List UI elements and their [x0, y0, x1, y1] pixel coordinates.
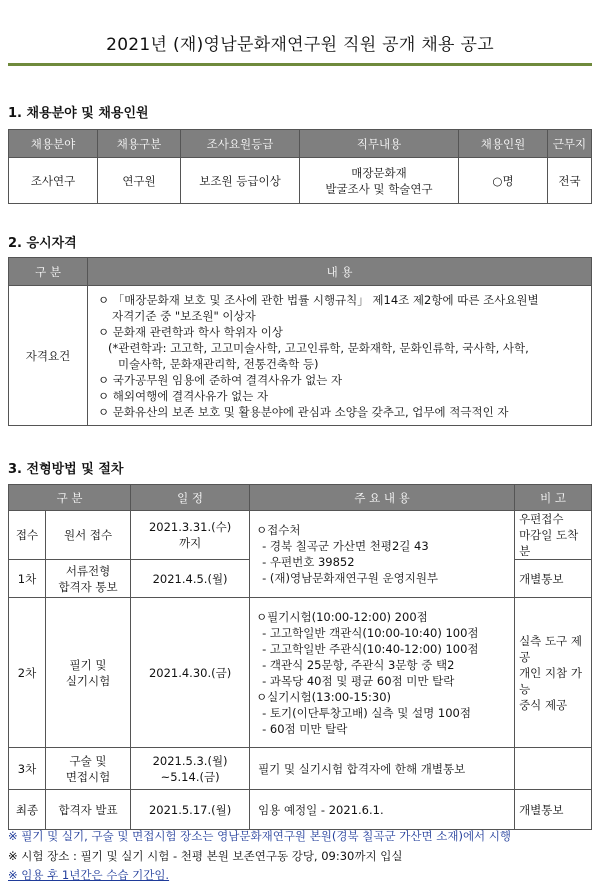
footnote-venue: ※ 필기 및 실기, 구술 및 면접시험 장소는 영남문화재연구원 본원(경북 칠곡군 가산면 소재)에서 시행 — [8, 829, 512, 843]
req-line: ㅇ 해외여행에 결격사유가 없는 자 — [98, 388, 269, 403]
note-cell — [515, 748, 592, 790]
footnote-probation: ※ 임용 후 1년간은 수습 기간임. — [8, 868, 170, 882]
content-line: - 고고학일반 주관식(10:40-12:00) 100점 — [262, 641, 479, 656]
cell-count: ○명 — [459, 158, 548, 204]
content-line: - 우편번호 39852 — [262, 555, 355, 569]
content-line: - 토기(이단투창고배) 실측 및 설명 100점 — [262, 705, 471, 720]
note-line: 실측 도구 제공 — [519, 633, 582, 664]
note-cell: 개별통보 — [515, 560, 592, 598]
content-cell — [250, 598, 515, 748]
date-line: 2021.5.3.(월) — [152, 753, 228, 768]
content-line: - 고고학일반 객관식(10:00-10:40) 100점 — [262, 625, 479, 640]
date-line: 2021.3.31.(수) — [148, 520, 232, 534]
stage-name — [46, 748, 131, 790]
content-cell: 필기 및 실기시험 합격자에 한해 개별통보 — [250, 748, 515, 790]
req-line: 미술사학, 문화재관리학, 전통건축학 등) — [118, 356, 319, 371]
content-line: ㅇ필기시험(10:00-12:00) 200점 — [256, 609, 428, 624]
content-line: - (재)영남문화재연구원 운영지원부 — [262, 571, 439, 585]
date-cell: 2021.4.30.(금) — [131, 598, 250, 748]
stage-cell: 접수 — [9, 511, 46, 560]
stage-cell: 2차 — [9, 598, 46, 748]
col-header: 채용인원 — [459, 130, 548, 158]
stage-cell: 최종 — [9, 790, 46, 830]
req-line: ㅇ 문화유산의 보존 보호 및 활용분야에 관심과 소양을 갖추고, 업무에 적극적인 자 — [98, 404, 509, 419]
section1-heading: 1. 채용분야 및 채용인원 — [8, 106, 149, 121]
cell-requirements — [88, 286, 592, 426]
content-line: - 경북 칠곡군 가산면 천평2길 43 — [262, 539, 429, 553]
process-table — [8, 484, 592, 830]
col-header: 직무내용 — [300, 130, 459, 158]
note-cell — [515, 511, 592, 560]
cell-duty — [300, 158, 459, 204]
req-line: 자격기준 중 "보조원" 이상자 — [112, 308, 256, 323]
date-cell — [131, 748, 250, 790]
stage-name — [46, 560, 131, 598]
stage-name: 합격자 발표 — [46, 790, 131, 830]
date-cell: 2021.5.17.(월) — [131, 790, 250, 830]
note-line: 우편접수 — [519, 512, 564, 526]
stage-name: 원서 접수 — [46, 511, 131, 560]
note-line: 마감일 도착분 — [519, 528, 579, 558]
stage-cell: 3차 — [9, 748, 46, 790]
content-line: - 과목당 40점 및 평균 60점 미만 탈락 — [262, 673, 455, 688]
content-line: ㅇ실기시험(13:00-15:30) — [256, 689, 392, 704]
stage-cell: 1차 — [9, 560, 46, 598]
recruitment-table — [8, 129, 592, 204]
content-cell: 임용 예정일 - 2021.6.1. — [250, 790, 515, 830]
req-line: ㅇ 국가공무원 임용에 준하여 결격사유가 없는 자 — [98, 372, 343, 387]
page-title: 2021년 (재)영남문화재연구원 직원 공개 채용 공고 — [106, 35, 494, 55]
footnote-location: ※ 시험 장소 : 필기 및 실기 시험 - 천평 본원 보존연구동 강당, 09:30까지 입실 — [8, 849, 403, 863]
duty-line: 매장문화재 — [351, 165, 407, 180]
date-line: ~5.14.(금) — [160, 769, 220, 784]
req-line: ㅇ 「매장문화재 보호 및 조사에 관한 법률 시행규칙」 제14조 제2항에 따른 조사요원별 — [98, 292, 539, 307]
cell-type: 연구원 — [98, 158, 181, 204]
stage-name-line: 합격자 통보 — [58, 579, 118, 594]
cell-location: 전국 — [548, 158, 592, 204]
col-header: 내 용 — [88, 258, 592, 286]
cell-field: 조사연구 — [9, 158, 98, 204]
note-cell: 개별통보 — [515, 790, 592, 830]
note-line: 중식 제공 — [519, 697, 568, 712]
title-divider — [8, 63, 592, 66]
stage-name-line: 필기 및 — [69, 657, 107, 672]
content-line: - 60점 미만 탈락 — [262, 721, 348, 736]
note-cell — [515, 598, 592, 748]
cell-label: 자격요건 — [9, 286, 88, 426]
section2-heading: 2. 응시자격 — [8, 236, 77, 251]
col-header: 주 요 내 용 — [250, 485, 515, 511]
req-line: (*관련학과: 고고학, 고고미술사학, 고고인류학, 문화재학, 문화인류학, 국사학, 사학, — [108, 340, 529, 355]
stage-name-line: 구술 및 — [69, 753, 107, 768]
date-cell: 2021.4.5.(월) — [131, 560, 250, 598]
stage-name — [46, 598, 131, 748]
stage-name-line: 실기시험 — [65, 673, 111, 688]
req-line: ㅇ 문화재 관련학과 학사 학위자 이상 — [98, 324, 283, 339]
cell-grade: 보조원 등급이상 — [181, 158, 300, 204]
col-header: 구 분 — [9, 258, 88, 286]
content-cell — [250, 511, 515, 598]
stage-name-line: 서류전형 — [65, 563, 111, 578]
col-header: 채용구분 — [98, 130, 181, 158]
col-header: 조사요원등급 — [181, 130, 300, 158]
stage-name-line: 면접시험 — [65, 769, 111, 784]
col-header: 일 정 — [131, 485, 250, 511]
col-header: 비 고 — [515, 485, 592, 511]
col-header: 구 분 — [9, 485, 131, 511]
col-header: 근무지 — [548, 130, 592, 158]
duty-line: 발굴조사 및 학술연구 — [325, 181, 433, 196]
date-line: 까지 — [178, 536, 202, 550]
section3-heading: 3. 전형방법 및 절차 — [8, 462, 124, 477]
col-header: 채용분야 — [9, 130, 98, 158]
content-line: - 객관식 25문항, 주관식 3문항 중 택2 — [262, 657, 455, 672]
qualification-table — [8, 257, 592, 426]
note-line: 개인 지참 가능 — [519, 665, 582, 696]
date-cell — [131, 511, 250, 560]
content-line: ㅇ접수처 — [256, 523, 301, 537]
